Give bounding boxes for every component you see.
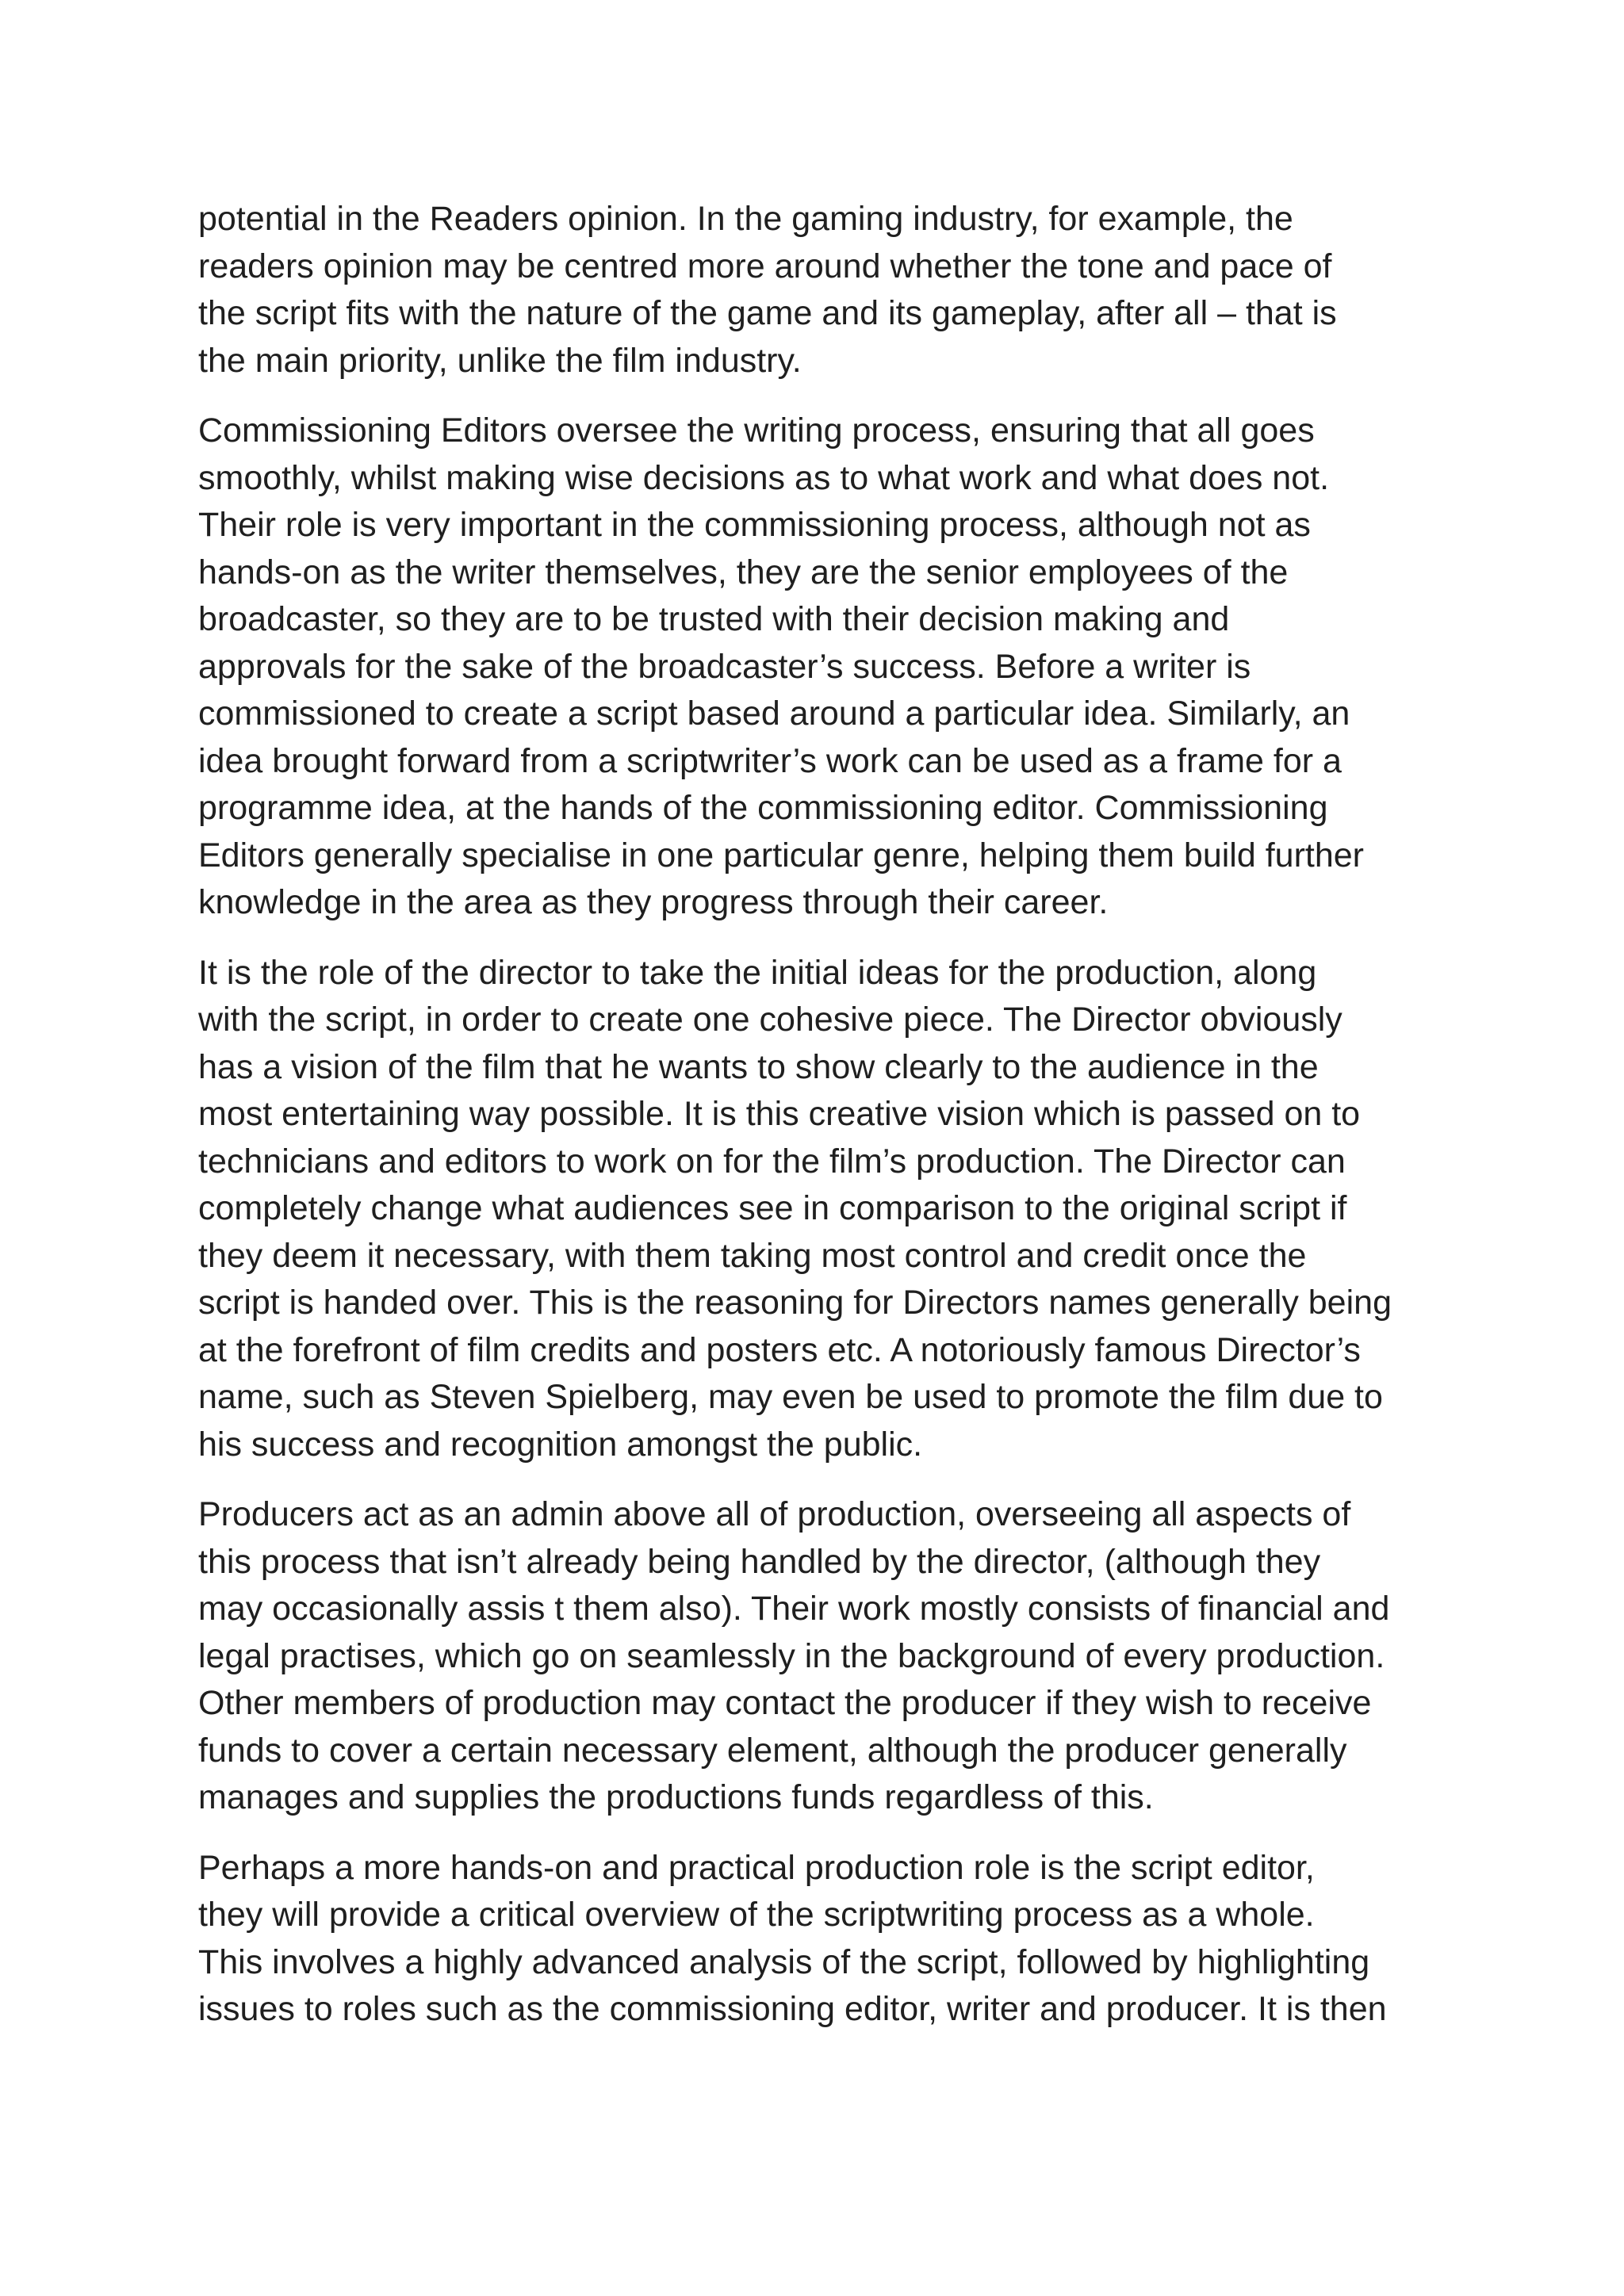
text-line: has a vision of the film that he wants to show clearly to the audience in the xyxy=(198,1047,1319,1086)
text-line: Commissioning Editors oversee the writing process, ensuring that all goes xyxy=(198,411,1315,450)
text-line: his success and recognition amongst the public. xyxy=(198,1425,923,1464)
paragraph-3 xyxy=(198,950,1451,1469)
text-line: This involves a highly advanced analysis of the script, followed by highlighting xyxy=(198,1942,1370,1981)
text-line: they will provide a critical overview of the scriptwriting process as a whole. xyxy=(198,1896,1315,1934)
text-line: most entertaining way possible. It is this creative vision which is passed on to xyxy=(198,1095,1361,1133)
text-line: Editors generally specialise in one particular genre, helping them build further xyxy=(198,836,1364,874)
text-line: may occasionally assis t them also). Their work mostly consists of financial and xyxy=(198,1590,1390,1628)
text-line: programme idea, at the hands of the commissioning editor. Commissioning xyxy=(198,789,1328,827)
text-line: the script fits with the nature of the game and its gameplay, after all – that is xyxy=(198,294,1337,332)
text-line: technicians and editors to work on for the film’s production. The Director can xyxy=(198,1142,1346,1181)
text-line: issues to roles such as the commissioning editor, writer and producer. It is then xyxy=(198,1990,1387,2028)
text-line: Producers act as an admin above all of production, overseeing all aspects of xyxy=(198,1495,1351,1533)
text-line: at the forefront of film credits and posters etc. A notoriously famous Director’s xyxy=(198,1330,1361,1369)
text-line: legal practises, which go on seamlessly in the background of every production. xyxy=(198,1636,1385,1675)
text-line: It is the role of the director to take the initial ideas for the production, along xyxy=(198,953,1317,992)
text-line: Other members of production may contact the producer if they wish to receive xyxy=(198,1684,1372,1722)
paragraph-2 xyxy=(198,408,1451,927)
text-line: smoothly, whilst making wise decisions as to what work and what does not. xyxy=(198,458,1330,497)
text-line: broadcaster, so they are to be trusted with their decision making and xyxy=(198,600,1230,638)
text-line: funds to cover a certain necessary element, although the producer generally xyxy=(198,1731,1347,1770)
text-line: knowledge in the area as they progress through their career. xyxy=(198,883,1109,921)
text-line: readers opinion may be centred more around whether the tone and pace of xyxy=(198,247,1332,285)
text-line: the main priority, unlike the film industry. xyxy=(198,341,802,380)
text-line: this process that isn’t already being handled by the director, (although they xyxy=(198,1542,1321,1581)
text-line: manages and supplies the productions funds regardless of this. xyxy=(198,1778,1154,1816)
text-line: potential in the Readers opinion. In the gaming industry, for example, the xyxy=(198,200,1293,238)
document-body xyxy=(198,196,1451,2057)
paragraph-5 xyxy=(198,1845,1451,2034)
paragraph-1 xyxy=(198,196,1451,385)
text-line: commissioned to create a script based around a particular idea. Similarly, an xyxy=(198,695,1350,733)
text-line: with the script, in order to create one cohesive piece. The Director obviously xyxy=(198,1001,1342,1039)
text-line: approvals for the sake of the broadcaster’s success. Before a writer is xyxy=(198,647,1251,686)
text-line: script is handed over. This is the reasoning for Directors names generally being xyxy=(198,1284,1392,1322)
text-line: name, such as Steven Spielberg, may even be used to promote the film due to xyxy=(198,1378,1383,1416)
text-line: hands-on as the writer themselves, they are the senior employees of the xyxy=(198,553,1289,591)
text-line: completely change what audiences see in comparison to the original script if xyxy=(198,1189,1347,1227)
text-line: Their role is very important in the commissioning process, although not as xyxy=(198,506,1311,544)
text-line: Perhaps a more hands-on and practical production role is the script editor, xyxy=(198,1848,1315,1887)
text-line: idea brought forward from a scriptwriter’s work can be used as a frame for a xyxy=(198,741,1342,780)
paragraph-4 xyxy=(198,1491,1451,1822)
text-line: they deem it necessary, with them taking most control and credit once the xyxy=(198,1236,1307,1275)
